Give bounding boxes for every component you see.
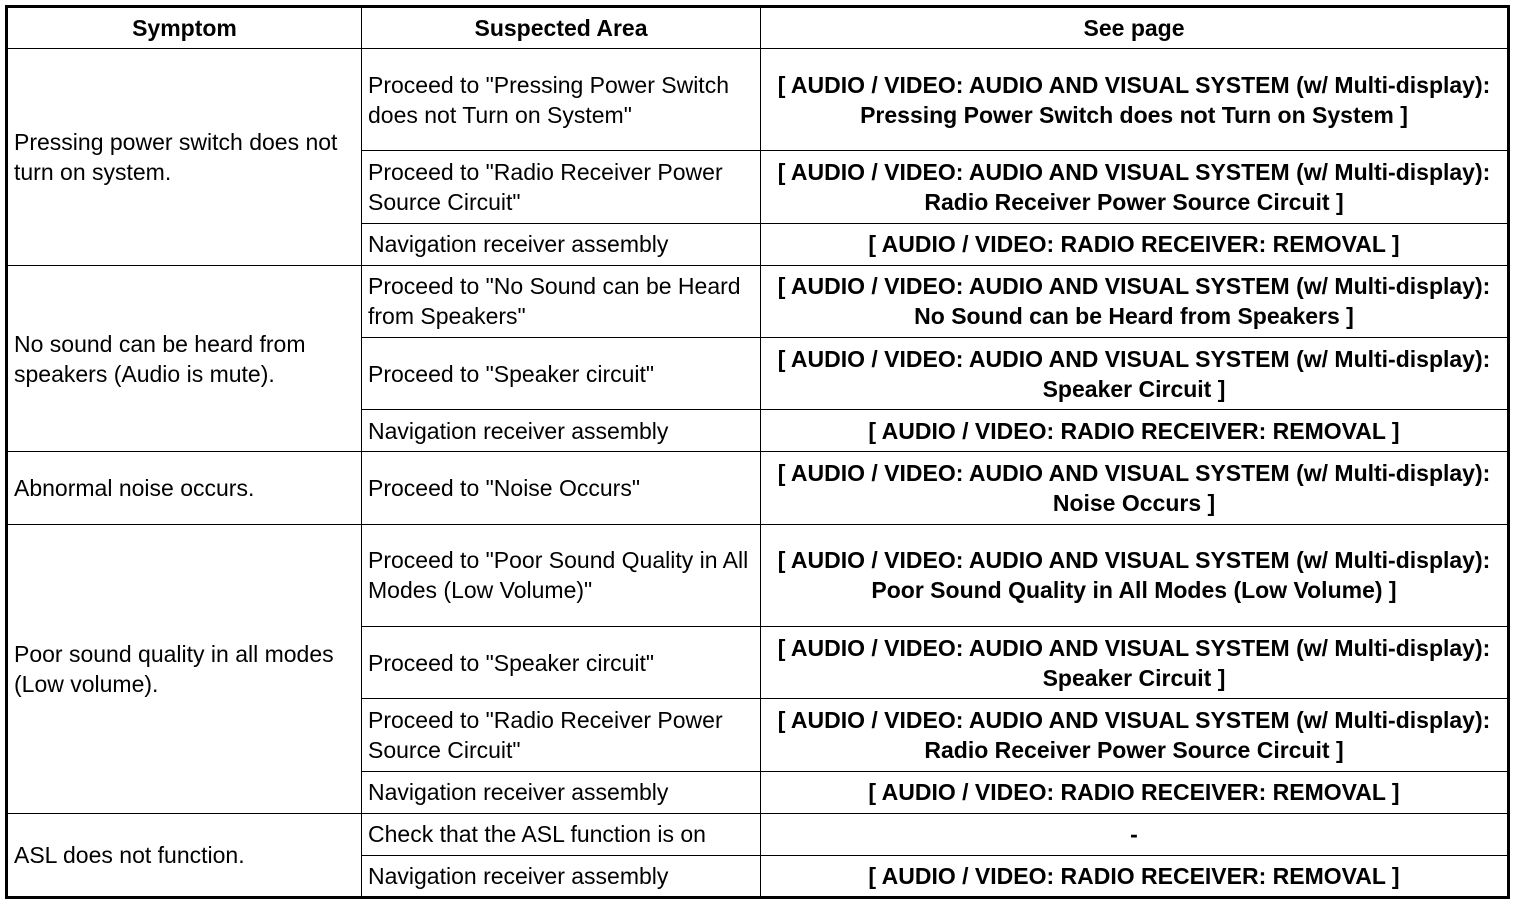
suspected-area-cell: Check that the ASL function is on [362, 813, 761, 855]
see-page-cell: [ AUDIO / VIDEO: AUDIO AND VISUAL SYSTEM (w/ Multi-display): Poor Sound Quality in All Modes (Low Volume) ] [761, 524, 1509, 626]
see-page-cell: - [761, 813, 1509, 855]
see-page-cell: [ AUDIO / VIDEO: AUDIO AND VISUAL SYSTEM (w/ Multi-display): Speaker Circuit ] [761, 627, 1509, 699]
table-row [7, 524, 1509, 626]
symptom-cell: No sound can be heard from speakers (Audio is mute). [7, 265, 362, 452]
table-row [7, 49, 1509, 151]
suspected-area-cell: Proceed to "Radio Receiver Power Source Circuit" [362, 151, 761, 223]
suspected-area-cell: Proceed to "Pressing Power Switch does not Turn on System" [362, 49, 761, 151]
header-see-page: See page [761, 7, 1509, 49]
see-page-cell: [ AUDIO / VIDEO: AUDIO AND VISUAL SYSTEM (w/ Multi-display): Speaker Circuit ] [761, 338, 1509, 410]
suspected-area-cell: Proceed to "Noise Occurs" [362, 452, 761, 524]
suspected-area-cell: Navigation receiver assembly [362, 855, 761, 897]
suspected-area-cell: Navigation receiver assembly [362, 771, 761, 813]
symptom-cell: Pressing power switch does not turn on system. [7, 49, 362, 266]
header-row [7, 7, 1509, 49]
suspected-area-cell: Proceed to "No Sound can be Heard from Speakers" [362, 265, 761, 337]
header-symptom: Symptom [7, 7, 362, 49]
suspected-area-cell: Proceed to "Radio Receiver Power Source Circuit" [362, 699, 761, 771]
suspected-area-cell: Navigation receiver assembly [362, 223, 761, 265]
see-page-cell: [ AUDIO / VIDEO: AUDIO AND VISUAL SYSTEM (w/ Multi-display): Radio Receiver Power Source Circuit ] [761, 699, 1509, 771]
see-page-cell: [ AUDIO / VIDEO: RADIO RECEIVER: REMOVAL ] [761, 771, 1509, 813]
symptom-cell: Abnormal noise occurs. [7, 452, 362, 524]
see-page-cell: [ AUDIO / VIDEO: AUDIO AND VISUAL SYSTEM (w/ Multi-display): No Sound can be Heard from Speakers ] [761, 265, 1509, 337]
suspected-area-cell: Proceed to "Speaker circuit" [362, 338, 761, 410]
see-page-cell: [ AUDIO / VIDEO: AUDIO AND VISUAL SYSTEM (w/ Multi-display): Pressing Power Switch does not Turn on System ] [761, 49, 1509, 151]
see-page-cell: [ AUDIO / VIDEO: RADIO RECEIVER: REMOVAL ] [761, 855, 1509, 897]
suspected-area-cell: Proceed to "Speaker circuit" [362, 627, 761, 699]
table-row [7, 813, 1509, 855]
see-page-cell: [ AUDIO / VIDEO: RADIO RECEIVER: REMOVAL ] [761, 223, 1509, 265]
suspected-area-cell: Proceed to "Poor Sound Quality in All Modes (Low Volume)" [362, 524, 761, 626]
symptom-cell: ASL does not function. [7, 813, 362, 897]
table-row [7, 452, 1509, 524]
suspected-area-cell: Navigation receiver assembly [362, 410, 761, 452]
troubleshooting-table [5, 5, 1510, 899]
see-page-cell: [ AUDIO / VIDEO: AUDIO AND VISUAL SYSTEM (w/ Multi-display): Radio Receiver Power Source Circuit ] [761, 151, 1509, 223]
header-suspected-area: Suspected Area [362, 7, 761, 49]
symptom-cell: Poor sound quality in all modes (Low volume). [7, 524, 362, 813]
see-page-cell: [ AUDIO / VIDEO: AUDIO AND VISUAL SYSTEM (w/ Multi-display): Noise Occurs ] [761, 452, 1509, 524]
table-row [7, 265, 1509, 337]
see-page-cell: [ AUDIO / VIDEO: RADIO RECEIVER: REMOVAL ] [761, 410, 1509, 452]
